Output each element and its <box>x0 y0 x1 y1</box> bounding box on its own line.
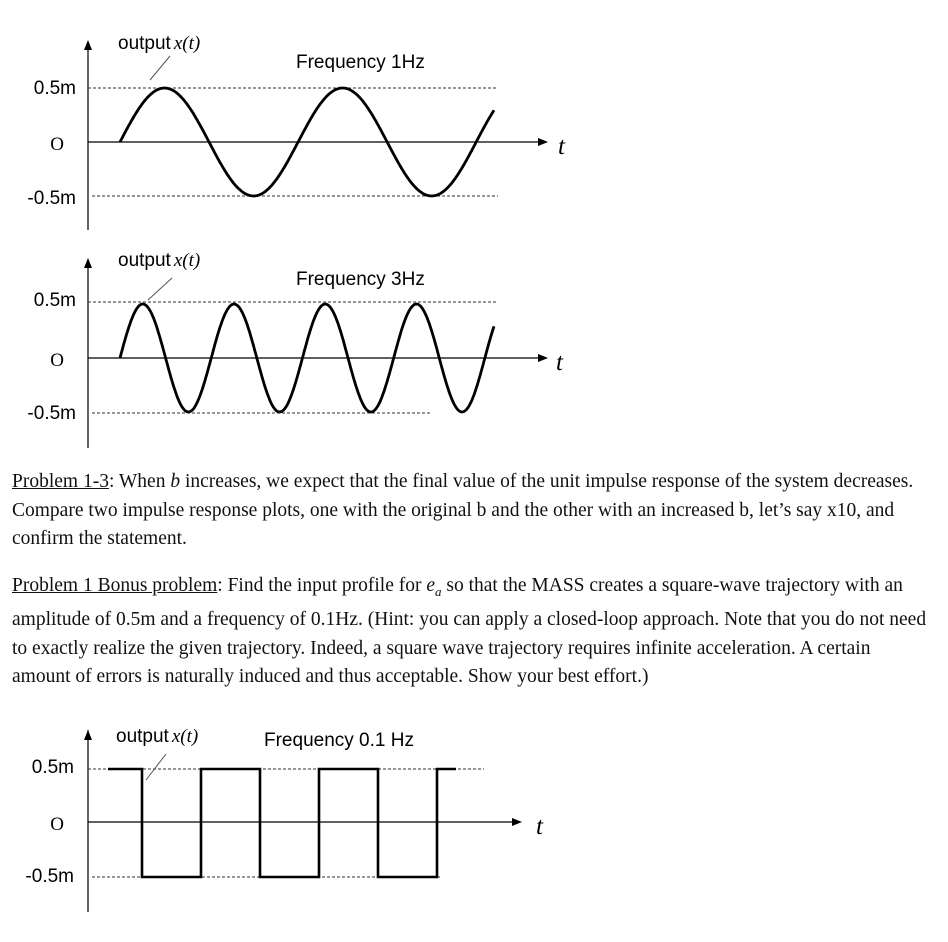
ytick-bottom: -0.5m <box>27 403 76 424</box>
square-waveform <box>108 769 456 877</box>
problem-text-cont: increases, we expect that the final value of the unit impulse response of the system decreases. Compare two impulse response plots, one with the original b and the other with an increased b, let’s say x10, and confirm the statement. <box>12 471 914 549</box>
xlabel-t: t <box>536 813 543 840</box>
x-axis-arrow <box>512 818 522 826</box>
problem-1-3-paragraph <box>12 468 932 554</box>
square-chart-0.1hz <box>0 718 948 918</box>
bonus-text-cont: so that the MASS creates a square-wave trajectory with an amplitude of 0.5m and a frequency of 0.1Hz. (Hint: you can apply a closed-loop approach. Note that you do not need to exactly realize the given trajectory. Indeed, a square wave trajectory requires infinite acceleration. A certain amount of errors is naturally induced and thus acceptable. Show your best effort.) <box>12 575 927 688</box>
y-axis-arrow <box>84 40 92 50</box>
label-leader-line <box>146 754 166 780</box>
ytick-top: 0.5m <box>33 78 76 99</box>
ytick-top: 0.5m <box>33 290 76 311</box>
label-leader-line <box>150 56 170 80</box>
sine-chart-1hz <box>0 20 948 230</box>
x-axis-arrow <box>538 354 548 362</box>
ytick-bottom: -0.5m <box>27 188 76 209</box>
bonus-problem-heading: Problem 1 Bonus problem <box>12 575 218 596</box>
bonus-problem-paragraph <box>12 572 932 692</box>
ytick-top: 0.5m <box>31 757 74 778</box>
y-axis-arrow <box>84 730 92 740</box>
figure-square-wave <box>0 718 948 918</box>
sine-chart-3hz <box>0 238 948 450</box>
ytick-mid: O <box>50 134 64 155</box>
ylabel-output: output x(t) <box>118 33 201 54</box>
ylabel-output: output x(t) <box>116 726 199 747</box>
xlabel-t: t <box>556 349 563 376</box>
ylabel-output: output x(t) <box>118 250 201 271</box>
xlabel-t: t <box>558 133 565 160</box>
problem-text: : When <box>108 471 171 492</box>
label-leader-line <box>148 278 172 300</box>
bonus-text: : Find the input profile for <box>217 575 427 596</box>
frequency-label: Frequency 3Hz <box>296 269 425 290</box>
variable-b: b <box>170 471 181 492</box>
ytick-mid: O <box>50 350 64 371</box>
x-axis-arrow <box>538 138 548 146</box>
ytick-bottom: -0.5m <box>25 866 74 887</box>
frequency-label: Frequency 0.1 Hz <box>264 730 414 751</box>
y-axis-arrow <box>84 258 92 268</box>
frequency-label: Frequency 1Hz <box>296 52 425 73</box>
figure-1hz <box>0 20 948 230</box>
variable-e-subscript: a <box>435 583 442 599</box>
ytick-mid: O <box>50 814 64 835</box>
figure-3hz <box>0 238 948 450</box>
variable-e: e <box>426 575 436 596</box>
problem-1-3-heading: Problem 1-3 <box>12 471 109 492</box>
